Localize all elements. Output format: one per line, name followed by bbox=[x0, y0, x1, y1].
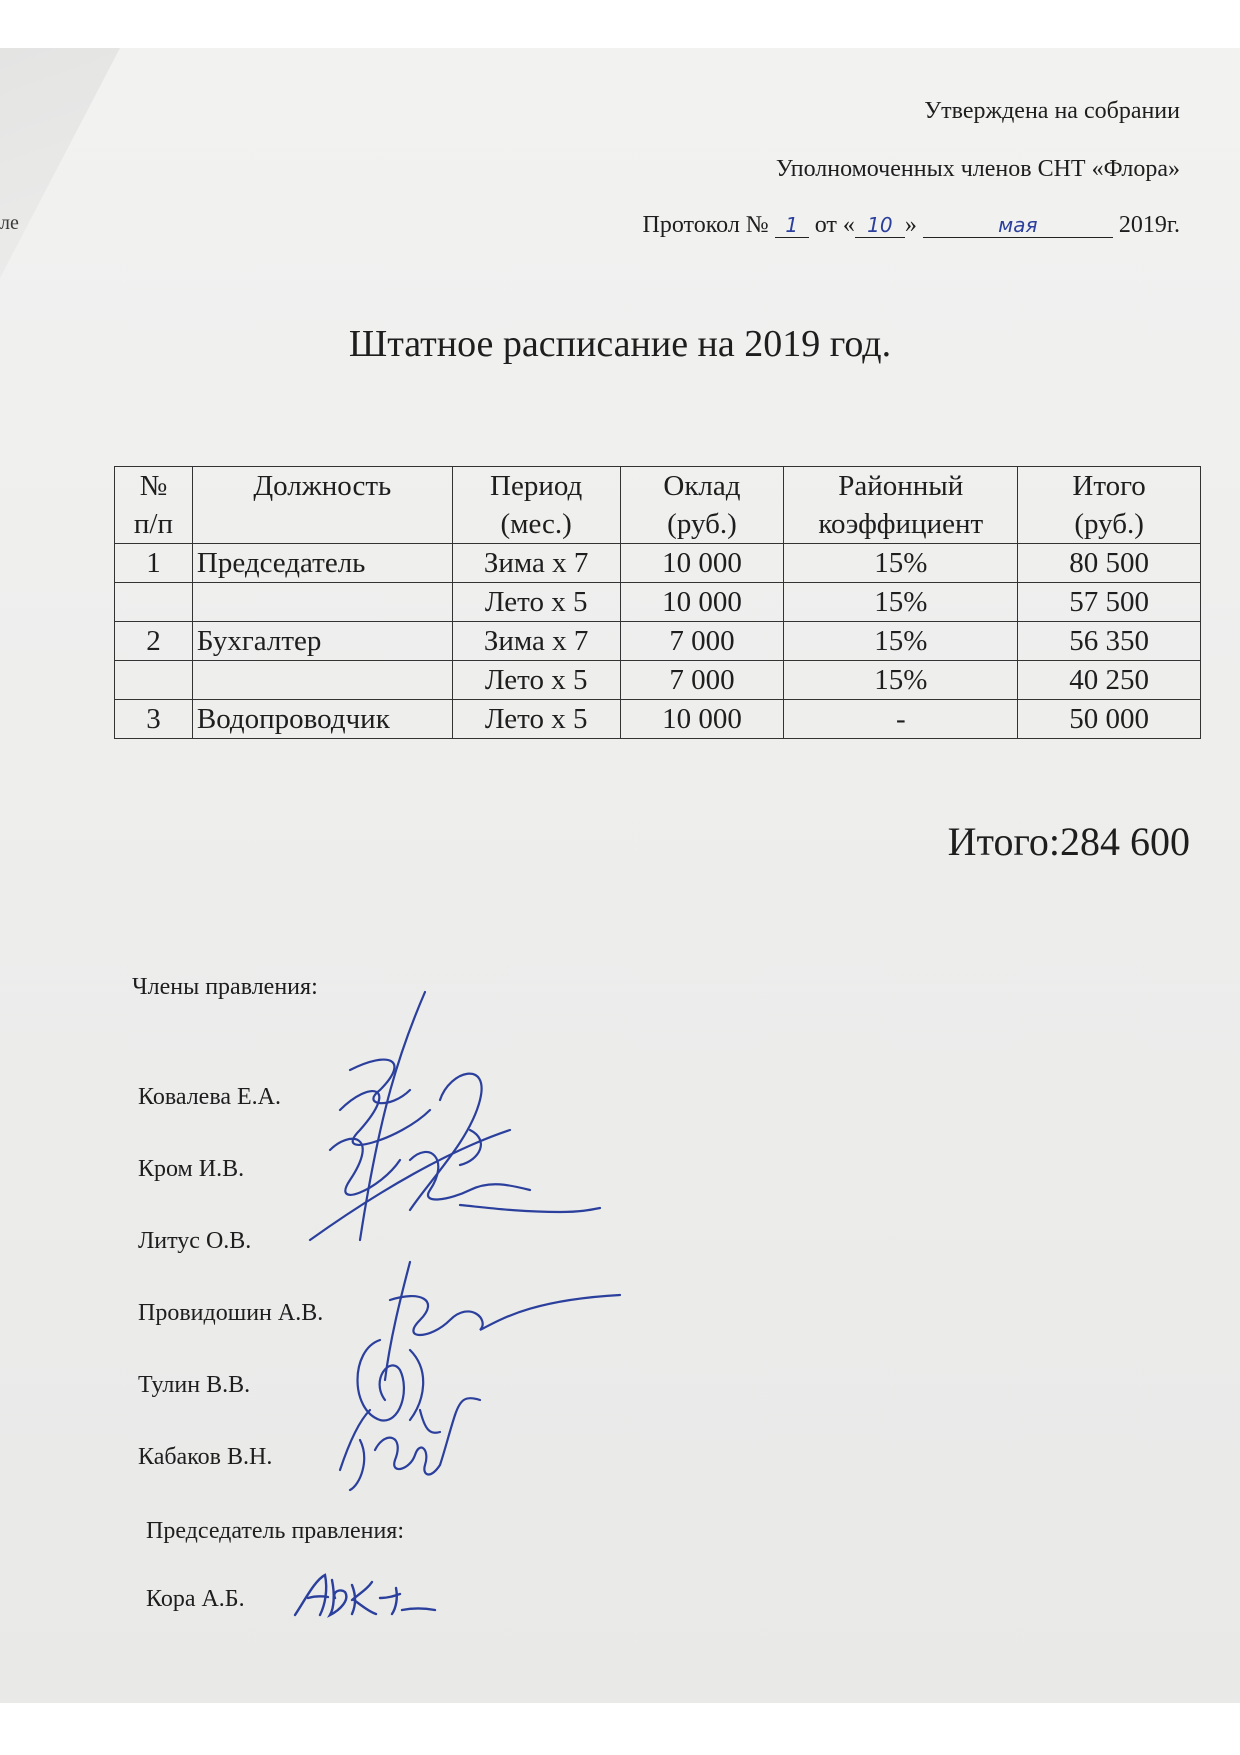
header-period: Период (мес.) bbox=[452, 467, 620, 544]
cell-coefficient: 15% bbox=[784, 544, 1018, 583]
table-row bbox=[115, 583, 1201, 622]
cell-position bbox=[192, 583, 452, 622]
cell-number: 1 bbox=[115, 544, 193, 583]
cell-total: 50 000 bbox=[1018, 700, 1201, 739]
protocol-from: от « bbox=[814, 212, 855, 238]
chair-title: Председатель правления: bbox=[146, 1518, 404, 1544]
cell-coefficient: - bbox=[784, 700, 1018, 739]
approval-line-1: Утверждена на собрании bbox=[924, 98, 1180, 124]
cell-coefficient: 15% bbox=[784, 622, 1018, 661]
protocol-prefix: Протокол № bbox=[642, 212, 769, 238]
cell-salary: 10 000 bbox=[620, 700, 784, 739]
protocol-quote-close: » bbox=[904, 212, 917, 238]
table-row bbox=[115, 700, 1201, 739]
cell-total: 56 350 bbox=[1018, 622, 1201, 661]
table-row bbox=[115, 544, 1201, 583]
header-salary: Оклад (руб.) bbox=[620, 467, 784, 544]
cell-coefficient: 15% bbox=[784, 583, 1018, 622]
header-position: Должность bbox=[192, 467, 452, 544]
board-member: Тулин В.В. bbox=[138, 1372, 251, 1398]
protocol-year: 2019г. bbox=[1118, 212, 1180, 238]
cell-number: 2 bbox=[115, 622, 193, 661]
header-total: Итого (руб.) bbox=[1018, 467, 1201, 544]
cell-total: 57 500 bbox=[1018, 583, 1201, 622]
cell-period: Зима х 7 bbox=[452, 544, 620, 583]
cell-total: 40 250 bbox=[1018, 661, 1201, 700]
table-header-row bbox=[115, 467, 1201, 544]
cell-salary: 10 000 bbox=[620, 544, 784, 583]
cell-salary: 7 000 bbox=[620, 661, 784, 700]
board-member: Провидошин А.В. bbox=[138, 1300, 324, 1326]
cell-number: 3 bbox=[115, 700, 193, 739]
table-row bbox=[115, 622, 1201, 661]
cell-position: Водопроводчик bbox=[192, 700, 452, 739]
cell-number bbox=[115, 661, 193, 700]
board-members-title: Члены правления: bbox=[132, 974, 318, 1000]
header-number: № п/п bbox=[115, 467, 193, 544]
cell-period: Лето х 5 bbox=[452, 661, 620, 700]
cell-position: Председатель bbox=[192, 544, 452, 583]
header-coefficient: Районный коэффициент bbox=[784, 467, 1018, 544]
chair-signature bbox=[290, 1570, 440, 1620]
staffing-table bbox=[114, 466, 1201, 739]
board-signature-cluster-lower bbox=[330, 1260, 650, 1500]
cell-period: Лето х 5 bbox=[452, 583, 620, 622]
document-title: Штатное расписание на 2019 год. bbox=[348, 323, 892, 365]
cell-salary: 10 000 bbox=[620, 583, 784, 622]
board-signature-cluster-upper bbox=[290, 990, 610, 1270]
board-member: Кабаков В.Н. bbox=[138, 1444, 273, 1470]
protocol-line bbox=[643, 212, 1181, 239]
approval-line-2: Уполномоченных членов СНТ «Флора» bbox=[775, 156, 1180, 182]
table-row bbox=[115, 661, 1201, 700]
protocol-day: 10 bbox=[855, 213, 905, 238]
cell-period: Лето х 5 bbox=[452, 700, 620, 739]
board-member: Кром И.В. bbox=[138, 1156, 245, 1182]
cell-total: 80 500 bbox=[1018, 544, 1201, 583]
cell-number bbox=[115, 583, 193, 622]
cell-position bbox=[192, 661, 452, 700]
chair-name: Кора А.Б. bbox=[146, 1586, 245, 1612]
protocol-month: мая bbox=[923, 213, 1113, 238]
underlying-sheet-text: ле bbox=[0, 212, 19, 234]
grand-total: Итого:284 600 bbox=[947, 819, 1190, 864]
board-member: Ковалева Е.А. bbox=[138, 1084, 281, 1110]
cell-salary: 7 000 bbox=[620, 622, 784, 661]
cell-position: Бухгалтер bbox=[192, 622, 452, 661]
board-member: Литус О.В. bbox=[138, 1228, 252, 1254]
cell-coefficient: 15% bbox=[784, 661, 1018, 700]
protocol-number: 1 bbox=[775, 213, 809, 238]
cell-period: Зима х 7 bbox=[452, 622, 620, 661]
